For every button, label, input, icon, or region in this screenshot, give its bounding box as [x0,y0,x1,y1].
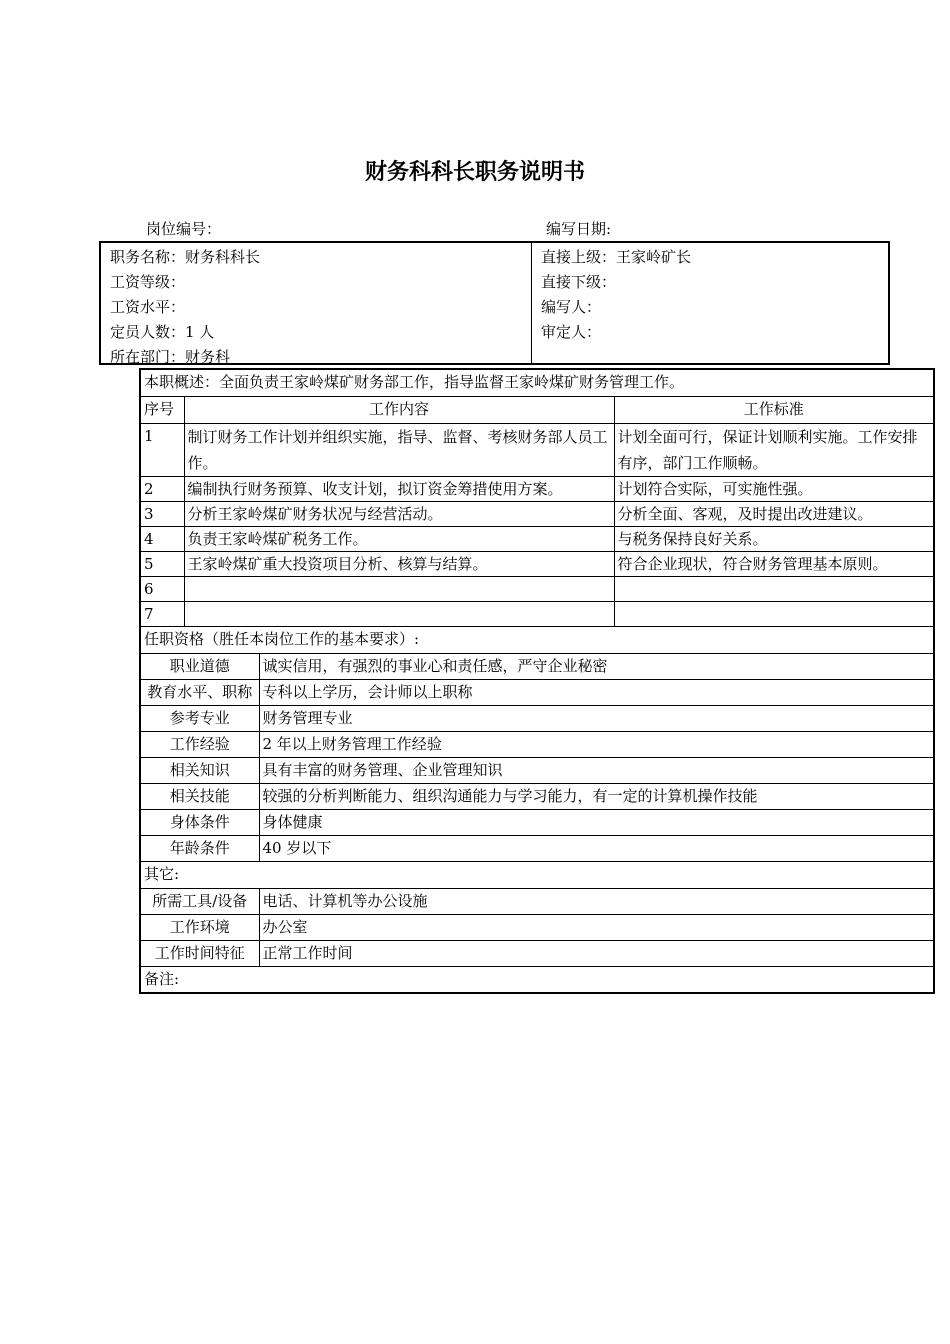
qualification-label: 身体条件 [140,809,259,835]
duty-row [140,476,934,501]
duty-content: 负责王家岭煤矿税务工作。 [184,526,614,551]
other-row [140,914,934,940]
duty-standard: 与税务保持良好关系。 [614,526,934,551]
qualification-value: 较强的分析判断能力、组织沟通能力与学习能力，有一定的计算机操作技能 [259,783,934,809]
qualification-label: 工作经验 [140,731,259,757]
qualification-value: 财务管理专业 [259,705,934,731]
qualification-row [140,731,934,757]
qualification-label: 职业道德 [140,653,259,679]
info-right-column [541,245,691,345]
duty-row [140,423,934,476]
qualification-value: 身体健康 [259,809,934,835]
duty-content [184,576,614,601]
job-description-table [139,368,935,994]
author-field: 编写人： [541,298,602,316]
duty-standard: 符合企业现状，符合财务管理基本原则。 [614,551,934,576]
salary-grade-field: 工资等级： [110,273,186,291]
duty-standard [614,601,934,626]
qualification-value: 专科以上学历，会计师以上职称 [259,679,934,705]
duty-no: 4 [140,526,184,551]
info-divider [531,243,532,363]
qualifications-heading: 任职资格（胜任本岗位工作的基本要求）: [140,626,934,653]
remarks-row [140,966,934,993]
duty-no: 3 [140,501,184,526]
qualification-row [140,705,934,731]
approver-field: 审定人： [541,323,602,341]
other-value: 正常工作时间 [259,940,934,966]
duty-content: 王家岭煤矿重大投资项目分析、核算与结算。 [184,551,614,576]
duty-no: 5 [140,551,184,576]
duties-header-row [140,396,934,423]
qualification-label: 参考专业 [140,705,259,731]
qualification-row [140,783,934,809]
duty-standard: 计划全面可行，保证计划顺利实施。工作安排有序，部门工作顺畅。 [614,423,934,476]
remarks: 备注: [140,966,934,993]
qualification-label: 相关技能 [140,783,259,809]
duty-row [140,526,934,551]
duty-row [140,501,934,526]
qualification-label: 年龄条件 [140,835,259,861]
page-title: 财务科科长职务说明书 [364,160,585,185]
duty-content: 编制执行财务预算、收支计划，拟订资金筹措使用方案。 [184,476,614,501]
qualification-label: 教育水平、职称 [140,679,259,705]
qualification-row [140,679,934,705]
summary-row [140,369,934,396]
qualification-value: 40 岁以下 [259,835,934,861]
headcount-field: 定员人数：1 人 [110,323,215,341]
qualification-value: 2 年以上财务管理工作经验 [259,731,934,757]
write-date-label: 编写日期: [546,220,612,238]
qualification-row [140,809,934,835]
duty-no: 6 [140,576,184,601]
duty-row [140,576,934,601]
other-label: 工作时间特征 [140,940,259,966]
duty-row [140,601,934,626]
qualifications-heading-row [140,626,934,653]
qualification-label: 相关知识 [140,757,259,783]
salary-level-field: 工资水平： [110,298,186,316]
duty-no: 2 [140,476,184,501]
duty-no: 7 [140,601,184,626]
qualification-row [140,835,934,861]
duty-standard [614,576,934,601]
job-summary: 本职概述：全面负责王家岭煤矿财务部工作，指导监督王家岭煤矿财务管理工作。 [140,369,934,396]
other-value: 办公室 [259,914,934,940]
other-label: 工作环境 [140,914,259,940]
other-row [140,888,934,914]
position-number-label: 岗位编号： [146,220,222,238]
duty-standard: 分析全面、客观，及时提出改进建议。 [614,501,934,526]
other-label: 所需工具/设备 [140,888,259,914]
other-heading: 其它: [140,861,934,888]
duty-content: 分析王家岭煤矿财务状况与经营活动。 [184,501,614,526]
other-heading-row [140,861,934,888]
department-field: 所在部门：财务科 [110,348,231,366]
qualification-value: 诚实信用，有强烈的事业心和责任感，严守企业秘密 [259,653,934,679]
qualification-value: 具有丰富的财务管理、企业管理知识 [259,757,934,783]
header-standard: 工作标准 [614,396,934,423]
other-row [140,940,934,966]
direct-superior-field: 直接上级：王家岭矿长 [541,248,692,266]
duty-standard: 计划符合实际，可实施性强。 [614,476,934,501]
qualification-row [140,653,934,679]
duty-content: 制订财务工作计划并组织实施，指导、监督、考核财务部人员工作。 [184,423,614,476]
direct-subordinate-field: 直接下级： [541,273,617,291]
duty-content [184,601,614,626]
other-value: 电话、计算机等办公设施 [259,888,934,914]
duty-row [140,551,934,576]
job-title-field: 职务名称：财务科科长 [110,248,261,266]
duty-no: 1 [140,423,184,476]
qualification-row [140,757,934,783]
header-no: 序号 [140,396,184,423]
info-left-column [110,245,260,370]
header-content: 工作内容 [184,396,614,423]
basic-info-box [99,241,890,365]
